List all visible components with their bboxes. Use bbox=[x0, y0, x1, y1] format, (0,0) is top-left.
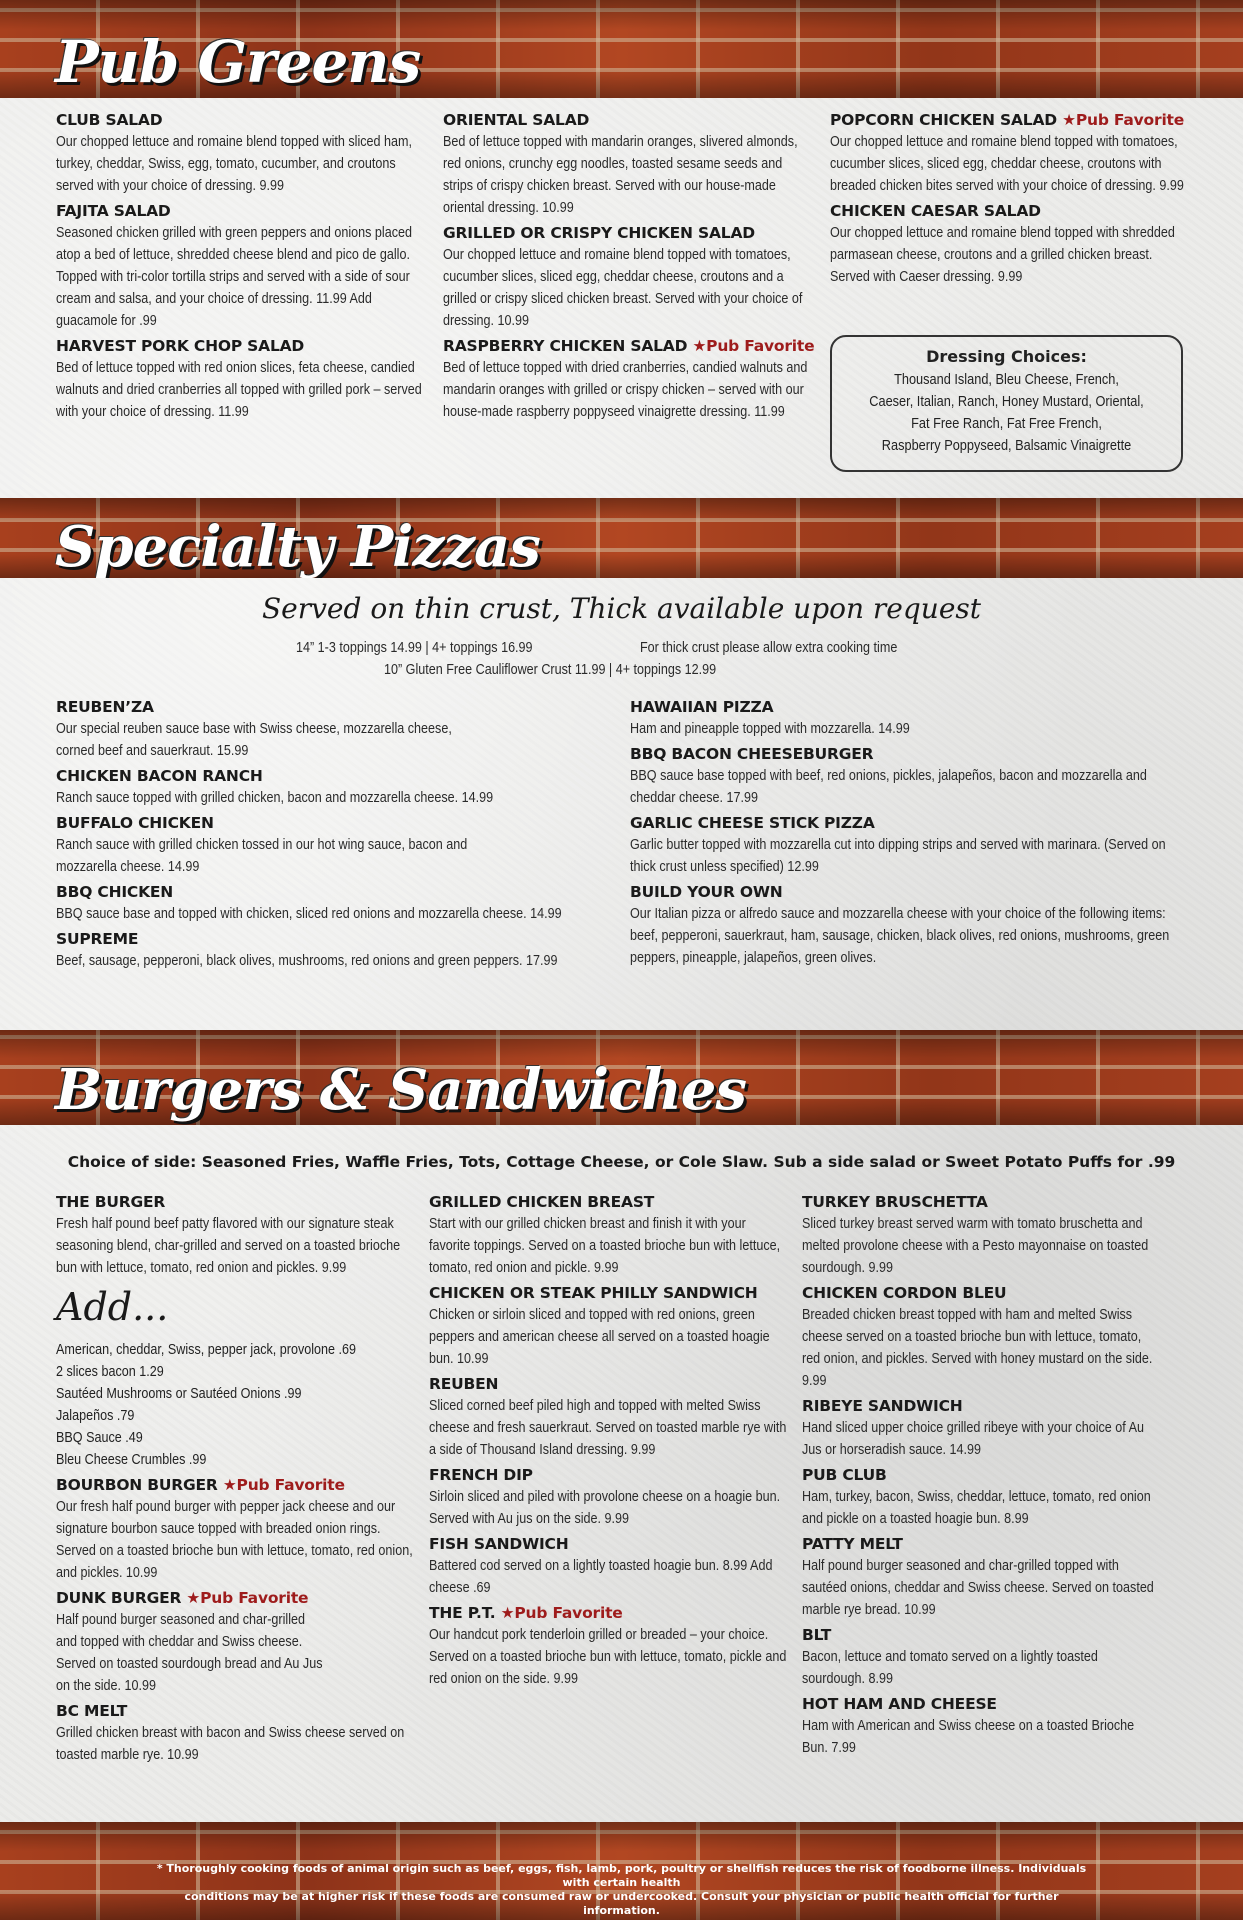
pizza-subtitle: Served on thin crust, Thick available upon request bbox=[261, 592, 982, 625]
item-desc: Our fresh half pound burger with pepper jack cheese and our signature bourbon sauce topped with breaded onion rings. Served on a toasted brioche bun with lettuce, tomato, red onion, and pickles. 10.99 bbox=[56, 1499, 413, 1581]
item-name: CHICKEN OR STEAK PHILLY SANDWICH bbox=[429, 1284, 758, 1302]
menu-item bbox=[830, 110, 1190, 197]
menu-item bbox=[443, 223, 815, 332]
item-name: GRILLED OR CRISPY CHICKEN SALAD bbox=[443, 224, 755, 242]
item-name: BUILD YOUR OWN bbox=[630, 883, 783, 901]
item-name: CHICKEN CAESAR SALAD bbox=[830, 202, 1041, 220]
menu-item bbox=[56, 697, 616, 762]
item-desc: Our Italian pizza or alfredo sauce and mozzarella cheese with your choice of the following items: beef, pepperoni, sauerkraut, ham, sausage, chicken, black olives, red onions, mushrooms, green peppers, pineapple, jalapeños, green olives. bbox=[630, 906, 1170, 966]
menu-item bbox=[429, 1374, 789, 1461]
menu-item bbox=[802, 1534, 1162, 1621]
item-name: CHICKEN BACON RANCH bbox=[56, 767, 263, 785]
item-desc: Ranch sauce topped with grilled chicken, bacon and mozzarella cheese. 14.99 bbox=[56, 790, 494, 806]
side-choices-note: Choice of side: Seasoned Fries, Waffle Fries, Tots, Cottage Cheese, or Cole Slaw. Sub a side salad or Sweet Potato Puffs for .99 bbox=[67, 1153, 1176, 1171]
dressing-line: Fat Free Ranch, Fat Free French, bbox=[911, 416, 1102, 432]
dressing-line: Raspberry Poppyseed, Balsamic Vinaigrette bbox=[881, 438, 1132, 454]
item-desc: Bed of lettuce topped with red onion slices, feta cheese, candied walnuts and dried cranberries all topped with grilled pork – served with your choice of dressing. 11.99 bbox=[56, 360, 422, 420]
item-name: PATTY MELT bbox=[802, 1535, 903, 1553]
item-name: HAWAIIAN PIZZA bbox=[630, 698, 774, 716]
menu-item bbox=[802, 1192, 1162, 1279]
item-desc: Sliced turkey breast served warm with tomato bruschetta and melted provolone cheese with a Pesto mayonnaise on toasted sourdough. 9.99 bbox=[802, 1216, 1149, 1276]
item-desc: BBQ sauce base topped with beef, red onions, pickles, jalapeños, bacon and mozzarella and cheddar cheese. 17.99 bbox=[630, 768, 1147, 806]
add-on-line: 2 slices bacon 1.29 bbox=[56, 1364, 164, 1380]
item-desc: Our handcut pork tenderloin grilled or breaded – your choice. Served on a toasted brioche bun with lettuce, tomato, pickle and red onion on the side. 9.99 bbox=[429, 1627, 787, 1687]
menu-item bbox=[56, 1475, 416, 1584]
item-name: RIBEYE SANDWICH bbox=[802, 1397, 963, 1415]
footer-banner bbox=[0, 1822, 1243, 1920]
menu-item bbox=[56, 110, 428, 197]
item-desc: BBQ sauce base and topped with chicken, sliced red onions and mozzarella cheese. 14.99 bbox=[56, 906, 562, 922]
item-desc: Start with our grilled chicken breast and finish it with your favorite toppings. Served on a toasted brioche bun with lettuce, tomato, red onion and pickle. 9.99 bbox=[429, 1216, 781, 1276]
item-desc: Our chopped lettuce and romaine blend topped with tomatoes, cucumber slices, sliced egg, cheddar cheese, croutons and a grilled or crispy sliced chicken breast. Served with your choice of dressing. 10.99 bbox=[443, 247, 803, 329]
burger-column-2 bbox=[429, 1192, 789, 1694]
item-name-text: BOURBON BURGER bbox=[56, 1476, 218, 1494]
pizza-column-2 bbox=[630, 697, 1190, 973]
item-name: TURKEY BRUSCHETTA bbox=[802, 1193, 988, 1211]
add-on-line: American, cheddar, Swiss, pepper jack, provolone .69 bbox=[56, 1342, 357, 1358]
add-on-line: Bleu Cheese Crumbles .99 bbox=[56, 1452, 207, 1468]
menu-item bbox=[56, 1192, 416, 1279]
item-name: FRENCH DIP bbox=[429, 1466, 533, 1484]
menu-item bbox=[443, 336, 815, 423]
pub-favorite-badge: ★Pub Favorite bbox=[1062, 111, 1185, 129]
item-desc: Our special reuben sauce base with Swiss cheese, mozzarella cheese, corned beef and sauerkraut. 15.99 bbox=[56, 721, 452, 759]
pizza-pricing-line: 14” 1-3 toppings 14.99 | 4+ toppings 16.99 bbox=[296, 640, 533, 656]
item-desc: Battered cod served on a lightly toasted hoagie bun. 8.99 Add cheese .69 bbox=[429, 1558, 773, 1596]
item-desc: Ham and pineapple topped with mozzarella. 14.99 bbox=[630, 721, 910, 737]
disclaimer-line: * Thoroughly cooking foods of animal origin such as beef, eggs, fish, lamb, pork, poultry or shellfish reduces the risk of foodborne illness. Individuals with certain health bbox=[156, 1862, 1087, 1889]
item-name: REUBEN bbox=[429, 1375, 499, 1393]
item-name: ORIENTAL SALAD bbox=[443, 111, 590, 129]
item-name: THE BURGER bbox=[56, 1193, 166, 1211]
item-desc: Grilled chicken breast with bacon and Swiss cheese served on toasted marble rye. 10.99 bbox=[56, 1725, 405, 1763]
add-ons-title: Add... bbox=[56, 1285, 169, 1329]
item-name: BLT bbox=[802, 1626, 832, 1644]
menu-item bbox=[56, 1701, 416, 1766]
menu-item bbox=[56, 336, 428, 423]
menu-item bbox=[802, 1465, 1162, 1530]
dressing-heading: Dressing Choices: bbox=[926, 347, 1087, 366]
add-on-line: BBQ Sauce .49 bbox=[56, 1430, 143, 1446]
item-name bbox=[429, 1603, 789, 1624]
menu-item bbox=[802, 1396, 1162, 1461]
item-desc: Sliced corned beef piled high and topped with melted Swiss cheese and fresh sauerkraut. Served on toasted marble rye with a side of Thousand Island dressing. 9.99 bbox=[429, 1398, 787, 1458]
dressing-choices-box bbox=[830, 335, 1183, 472]
add-on-line: Sautéed Mushrooms or Sautéed Onions .99 bbox=[56, 1386, 302, 1402]
pub-favorite-badge: ★Pub Favorite bbox=[186, 1589, 309, 1607]
item-desc: Bed of lettuce topped with dried cranberries, candied walnuts and mandarin oranges with grilled or crispy chicken – served with our house-made raspberry poppyseed vinaigrette dressing. 11.99 bbox=[443, 360, 808, 420]
greens-column-1 bbox=[56, 110, 428, 427]
item-name: SUPREME bbox=[56, 930, 139, 948]
burgers-sandwiches-banner bbox=[0, 1030, 1243, 1125]
menu-item bbox=[429, 1283, 789, 1370]
item-desc: Our chopped lettuce and romaine blend topped with sliced ham, turkey, cheddar, Swiss, egg, tomato, cucumber, and croutons served with your choice of dressing. 9.99 bbox=[56, 134, 413, 194]
menu-item bbox=[802, 1625, 1162, 1690]
greens-column-2 bbox=[443, 110, 815, 427]
item-desc: Our chopped lettuce and romaine blend topped with shredded parmasean cheese, croutons and a grilled chicken breast. Served with Caeser dressing. 9.99 bbox=[830, 225, 1175, 285]
menu-item bbox=[56, 1588, 416, 1697]
menu-item bbox=[802, 1694, 1162, 1759]
food-safety-disclaimer bbox=[150, 1862, 1093, 1918]
dressing-line: Thousand Island, Bleu Cheese, French, bbox=[894, 372, 1119, 388]
item-desc: Ham, turkey, bacon, Swiss, cheddar, lettuce, tomato, red onion and pickle on a toasted hoagie bun. 8.99 bbox=[802, 1489, 1151, 1527]
item-desc: Fresh half pound beef patty flavored with our signature steak seasoning blend, char-grilled and served on a toasted brioche bun with lettuce, tomato, red onion and pickles. 9.99 bbox=[56, 1216, 401, 1276]
pub-favorite-badge: ★Pub Favorite bbox=[222, 1476, 345, 1494]
item-name-text: RASPBERRY CHICKEN SALAD bbox=[443, 337, 688, 355]
item-name: CHICKEN CORDON BLEU bbox=[802, 1284, 1007, 1302]
menu-item bbox=[56, 882, 616, 925]
menu-item bbox=[443, 110, 815, 219]
item-name: HARVEST PORK CHOP SALAD bbox=[56, 337, 305, 355]
item-name: BUFFALO CHICKEN bbox=[56, 814, 214, 832]
item-name: BBQ CHICKEN bbox=[56, 883, 174, 901]
pizza-gluten-free-line: 10” Gluten Free Cauliflower Crust 11.99 | 4+ toppings 12.99 bbox=[384, 662, 717, 678]
pub-greens-banner bbox=[0, 0, 1243, 98]
item-desc: Ham with American and Swiss cheese on a toasted Brioche Bun. 7.99 bbox=[802, 1718, 1135, 1756]
item-name: BC MELT bbox=[56, 1702, 128, 1720]
item-desc: Sirloin sliced and piled with provolone cheese on a hoagie bun. Served with Au jus on the side. 9.99 bbox=[429, 1489, 781, 1527]
menu-item bbox=[56, 813, 616, 878]
item-name: HOT HAM AND CHEESE bbox=[802, 1695, 997, 1713]
disclaimer-line: conditions may be at higher risk if these foods are consumed raw or undercooked. Consult your physician or public health official for further information. bbox=[184, 1890, 1059, 1917]
pub-favorite-badge: ★Pub Favorite bbox=[500, 1604, 623, 1622]
burger-column-3 bbox=[802, 1192, 1162, 1763]
item-desc: Half pound burger seasoned and char-grilled topped with sautéed onions, cheddar and Swiss cheese. Served on toasted marble rye bread. 10.99 bbox=[802, 1558, 1154, 1618]
pizza-thick-crust-note: For thick crust please allow extra cooking time bbox=[640, 640, 898, 656]
dressing-line: Caeser, Italian, Ranch, Honey Mustard, Oriental, bbox=[869, 394, 1144, 410]
item-desc: Breaded chicken breast topped with ham and melted Swiss cheese served on a toasted brioche bun with lettuce, tomato, red onion, and pickles. Served with honey mustard on the side. 9.99 bbox=[802, 1307, 1153, 1389]
item-name bbox=[830, 110, 1190, 131]
menu-item bbox=[630, 697, 1190, 740]
menu-item bbox=[56, 929, 616, 972]
menu-item bbox=[630, 813, 1190, 878]
item-desc: Ranch sauce with grilled chicken tossed in our hot wing sauce, bacon and mozzarella cheese. 14.99 bbox=[56, 837, 468, 875]
specialty-pizzas-title: Specialty Pizzas bbox=[55, 514, 540, 578]
item-desc: Seasoned chicken grilled with green peppers and onions placed atop a bed of lettuce, shredded cheese blend and pico de gallo. Topped with tri-color tortilla strips and served with a side of sour cream and salsa, and your choice of dressing. 11.99 Add guacamole for .99 bbox=[56, 225, 413, 329]
item-name: FAJITA SALAD bbox=[56, 202, 171, 220]
menu-item bbox=[429, 1192, 789, 1279]
item-name bbox=[443, 336, 815, 357]
menu-item bbox=[56, 766, 616, 809]
item-desc: Garlic butter topped with mozzarella cut into dipping strips and served with marinara. (Served on thick crust unless specified) 12.99 bbox=[630, 837, 1166, 875]
menu-item bbox=[429, 1603, 789, 1690]
greens-column-3 bbox=[830, 110, 1190, 292]
item-desc: Half pound burger seasoned and char-grilled and topped with cheddar and Swiss cheese. Served on toasted sourdough bread and Au Jus on the side. 10.99 bbox=[56, 1612, 323, 1694]
item-name: REUBEN’ZA bbox=[56, 698, 154, 716]
item-name-text: POPCORN CHICKEN SALAD bbox=[830, 111, 1057, 129]
item-name bbox=[56, 1475, 416, 1496]
burgers-sandwiches-title: Burgers & Sandwiches bbox=[55, 1057, 746, 1123]
menu-item bbox=[802, 1283, 1162, 1392]
item-name: PUB CLUB bbox=[802, 1466, 887, 1484]
menu-item bbox=[429, 1534, 789, 1599]
item-desc: Chicken or sirloin sliced and topped with red onions, green peppers and american cheese all served on a toasted hoagie bun. 10.99 bbox=[429, 1307, 770, 1367]
item-desc: Beef, sausage, pepperoni, black olives, mushrooms, red onions and green peppers. 17.99 bbox=[56, 953, 558, 969]
item-name: BBQ BACON CHEESEBURGER bbox=[630, 745, 874, 763]
item-name bbox=[56, 1588, 416, 1609]
menu-item bbox=[429, 1465, 789, 1530]
add-ons-list bbox=[56, 1339, 416, 1471]
item-desc: Hand sliced upper choice grilled ribeye with your choice of Au Jus or horseradish sauce. 14.99 bbox=[802, 1420, 1144, 1458]
item-name: FISH SANDWICH bbox=[429, 1535, 569, 1553]
pub-favorite-badge: ★Pub Favorite bbox=[692, 337, 815, 355]
add-on-line: Jalapeños .79 bbox=[56, 1408, 135, 1424]
item-name-text: THE P.T. bbox=[429, 1604, 496, 1622]
burger-column-1 bbox=[56, 1192, 416, 1770]
item-name: GARLIC CHEESE STICK PIZZA bbox=[630, 814, 875, 832]
menu-item bbox=[56, 201, 428, 332]
item-name: CLUB SALAD bbox=[56, 111, 163, 129]
item-desc: Our chopped lettuce and romaine blend topped with tomatoes, cucumber slices, sliced egg, cheddar cheese, croutons with breaded chicken bites served with your choice of dressing. 9.99 bbox=[830, 134, 1184, 194]
item-desc: Bed of lettuce topped with mandarin oranges, slivered almonds, red onions, crunchy egg noodles, toasted sesame seeds and strips of crispy chicken breast. Served with our house-made oriental dressing. 10.99 bbox=[443, 134, 798, 216]
menu-item bbox=[630, 882, 1190, 969]
menu-item bbox=[630, 744, 1190, 809]
item-name: GRILLED CHICKEN BREAST bbox=[429, 1193, 655, 1211]
item-desc: Bacon, lettuce and tomato served on a lightly toasted sourdough. 8.99 bbox=[802, 1649, 1098, 1687]
specialty-pizzas-banner bbox=[0, 498, 1243, 578]
item-name-text: DUNK BURGER bbox=[56, 1589, 182, 1607]
pizza-column-1 bbox=[56, 697, 616, 976]
pub-greens-title: Pub Greens bbox=[55, 28, 421, 96]
menu-item bbox=[830, 201, 1190, 288]
